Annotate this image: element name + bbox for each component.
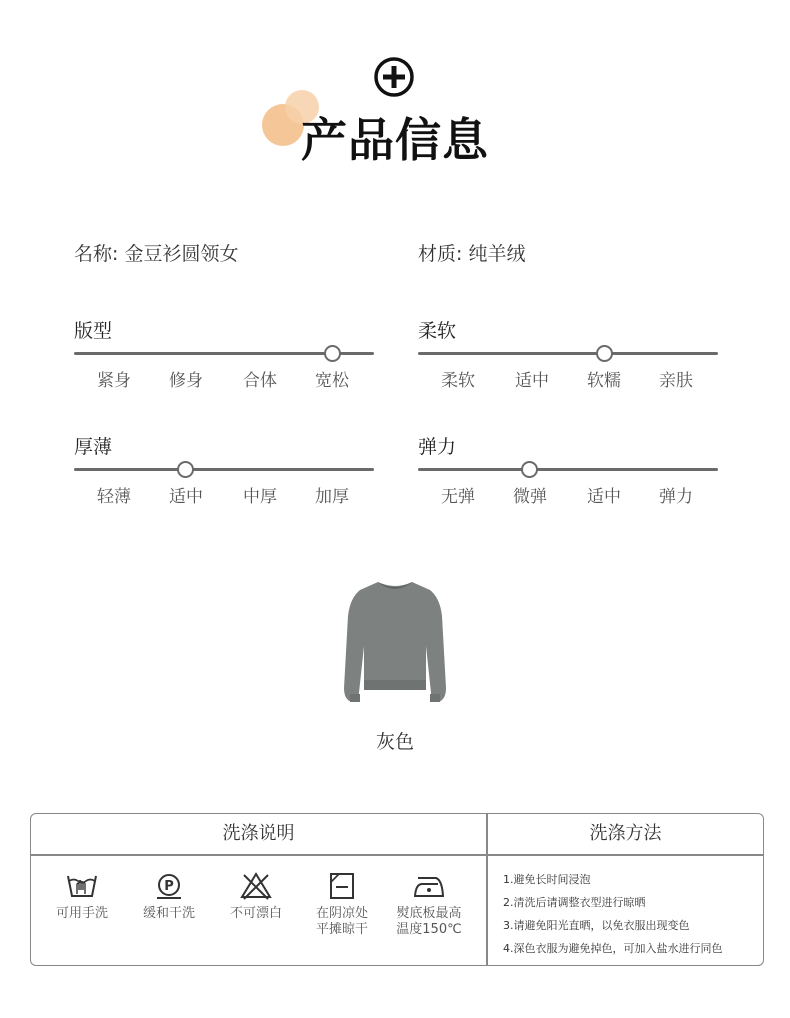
plus-circle-icon (373, 56, 415, 98)
attr-thickness-option: 中厚 (243, 487, 277, 507)
care-caption: 平摊晾干 (315, 922, 368, 937)
attr-softness-option: 亲肤 (659, 371, 693, 391)
care-right-header: 洗涤方法 (589, 823, 662, 844)
care-item-iron (386, 872, 472, 938)
attr-softness-option: 软糯 (587, 371, 621, 391)
attr-elasticity-option: 适中 (587, 487, 621, 507)
attr-softness-knob (596, 345, 613, 362)
attr-softness (418, 318, 718, 391)
header (0, 52, 790, 172)
care-caption: 不可漂白 (229, 906, 282, 921)
no-bleach-icon (239, 872, 273, 900)
care-caption: 熨底板最高 (396, 906, 462, 921)
care-left-header: 洗涤说明 (222, 823, 295, 844)
attr-elasticity-track (418, 468, 718, 471)
attr-elasticity-option: 弹力 (659, 487, 693, 507)
attr-thickness (74, 434, 374, 507)
care-caption: 在阴凉处 (315, 906, 368, 921)
attr-fit-option: 紧身 (97, 371, 131, 391)
care-method-item: 1.避免长时间浸泡 (503, 873, 591, 886)
care-method-item: 2.清洗后请调整衣型进行晾晒 (503, 896, 646, 909)
attr-thickness-option: 轻薄 (97, 487, 131, 507)
product-material: 材质: 纯羊绒 (418, 243, 526, 265)
hand-wash-icon (65, 872, 99, 900)
care-divider-horizontal (31, 854, 763, 856)
care-caption: 可用手洗 (55, 906, 108, 921)
gray-sweater-image (340, 576, 450, 710)
care-table (30, 813, 764, 966)
care-item-nobleach (213, 872, 299, 922)
flat-dry-shade-icon (325, 872, 359, 900)
attr-elasticity-knob (521, 461, 538, 478)
attr-fit-option: 修身 (169, 371, 203, 391)
attr-fit (74, 318, 374, 391)
attr-fit-label: 版型 (74, 320, 113, 342)
care-caption: 缓和干洗 (142, 906, 195, 921)
page-title: 产品信息 (301, 113, 489, 167)
care-method-item: 3.请避免阳光直晒，以免衣服出现变色 (503, 919, 690, 932)
attr-softness-option: 适中 (515, 371, 549, 391)
care-item-handwash (39, 872, 125, 922)
care-item-dryclean (126, 872, 212, 922)
attr-thickness-track (74, 468, 374, 471)
attr-softness-label: 柔软 (418, 320, 457, 342)
attr-thickness-option: 加厚 (315, 487, 349, 507)
iron-icon (412, 872, 446, 900)
attr-thickness-option: 适中 (169, 487, 203, 507)
care-item-flatdry (299, 872, 385, 938)
attr-softness-track (418, 352, 718, 355)
attr-elasticity-label: 弹力 (418, 436, 457, 458)
product-name: 名称: 金豆衫圆领女 (74, 243, 239, 265)
attr-fit-option: 宽松 (315, 371, 349, 391)
attr-elasticity-option: 微弹 (513, 487, 547, 507)
dry-clean-p-icon (152, 872, 186, 900)
attr-softness-option: 柔软 (441, 371, 475, 391)
attr-fit-knob (324, 345, 341, 362)
attr-elasticity (418, 434, 718, 507)
svg-text:P: P (164, 879, 174, 894)
care-caption: 温度150℃ (396, 922, 462, 937)
attr-thickness-label: 厚薄 (74, 436, 113, 458)
product-color-name: 灰色 (375, 731, 414, 753)
attr-elasticity-option: 无弹 (441, 487, 475, 507)
care-method-item: 4.深色衣服为避免掉色，可加入盐水进行同色 (503, 942, 723, 955)
attr-fit-option: 合体 (243, 371, 277, 391)
attr-thickness-knob (177, 461, 194, 478)
